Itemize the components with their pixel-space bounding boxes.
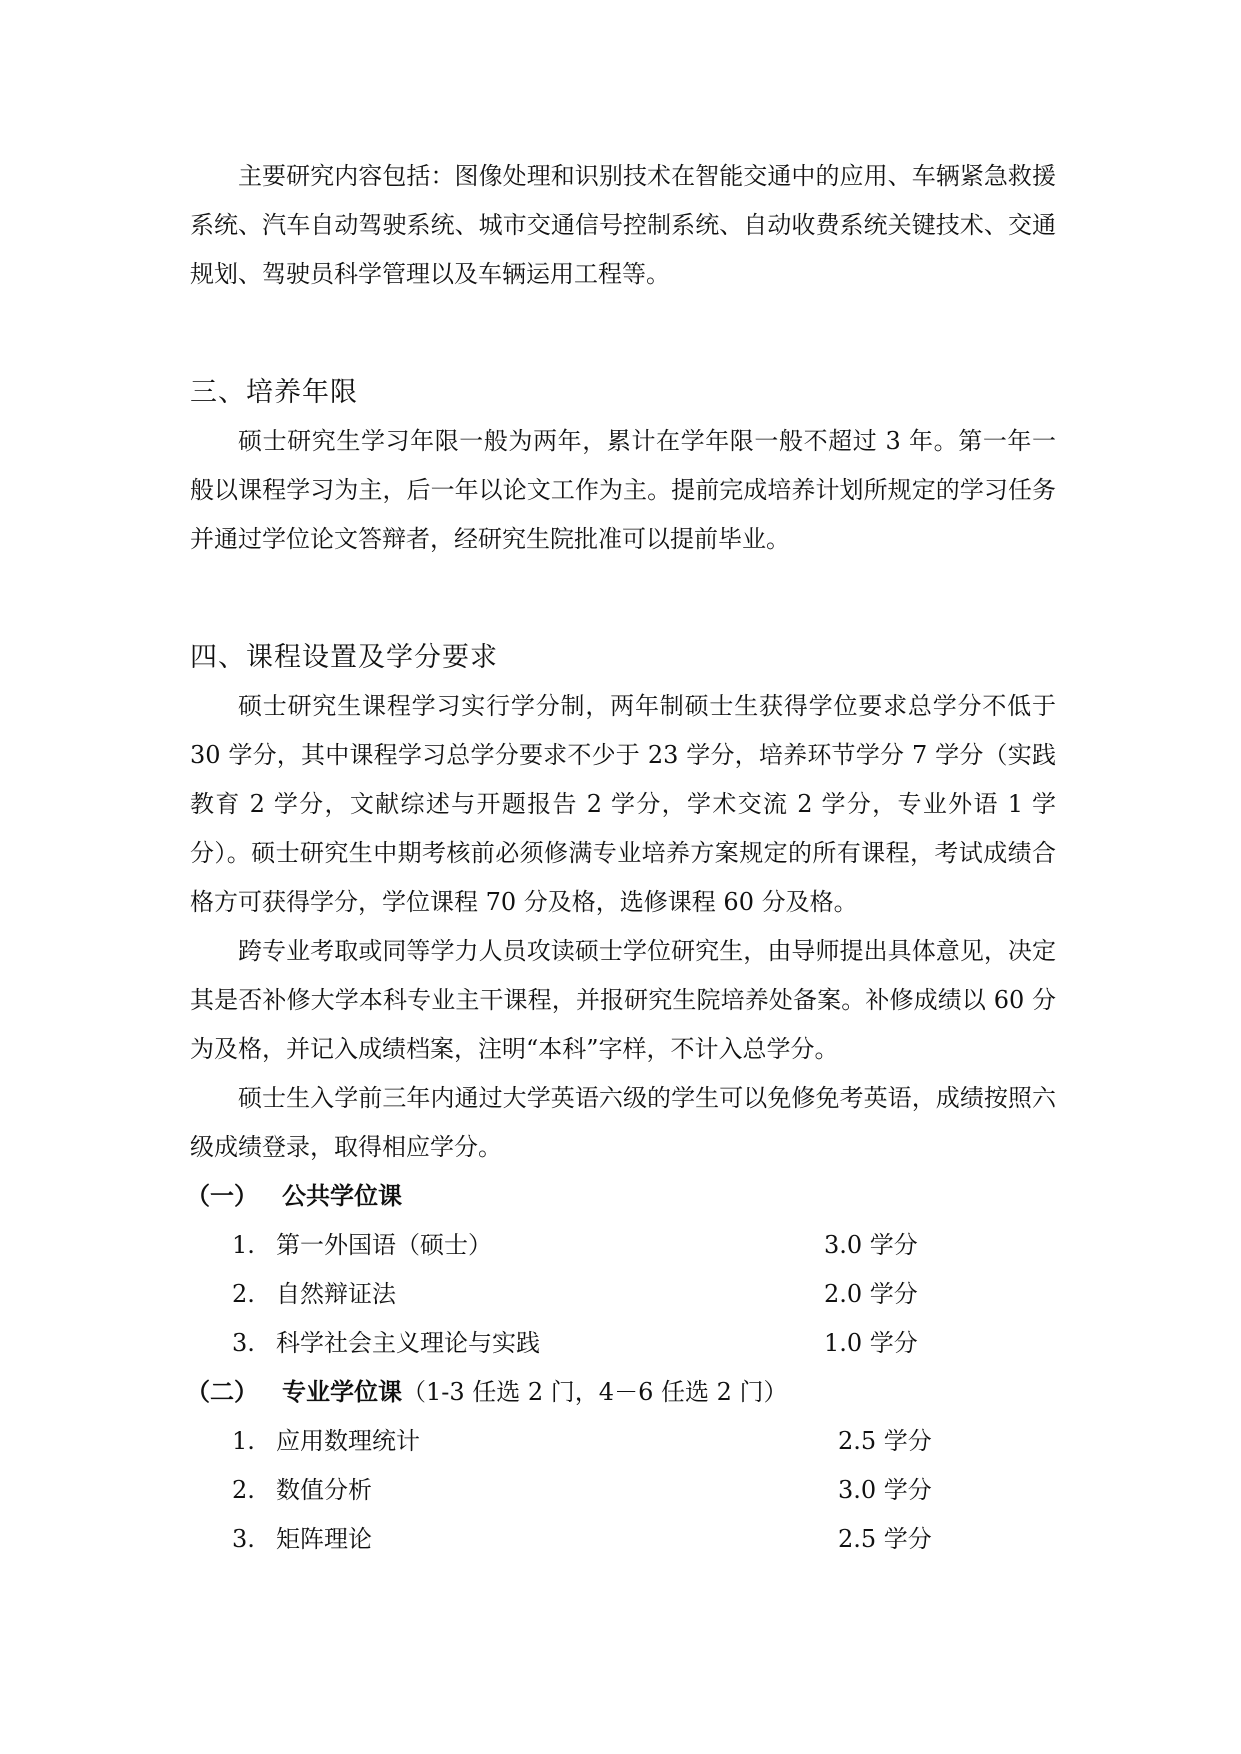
section-4-paragraph-3: 硕士生入学前三年内通过大学英语六级的学生可以免修免考英语，成绩按照六级成绩登录，取得相应学分。 [190,1084,1056,1161]
course-credit: 3.0 学分 [824,1231,918,1259]
course-name: 矩阵理论 [276,1525,372,1553]
list-item [190,1466,1056,1515]
major-courses-note: （1-3 任选 2 门，4－6 任选 2 门） [402,1378,788,1406]
spacer [190,564,1056,633]
list-item [190,1319,1056,1368]
course-index: 1. [232,1231,255,1259]
course-credit: 1.0 学分 [824,1329,918,1357]
major-courses-title: 专业学位课 [282,1378,402,1406]
public-courses-list [190,1221,1056,1368]
major-courses-list [190,1417,1056,1564]
list-item [190,1515,1056,1564]
section-3-paragraph: 硕士研究生学习年限一般为两年，累计在学年限一般不超过 3 年。第一年一般以课程学习为主，后一年以论文工作为主。提前完成培养计划所规定的学习任务并通过学位论文答辩者，经研究生院批准可以提前毕业。 [190,427,1056,553]
course-index: 3. [232,1329,255,1357]
list-item [190,1417,1056,1466]
course-credit: 2.5 学分 [838,1525,932,1553]
document-page [186,152,1056,1564]
section-4-paragraph-2: 跨专业考取或同等学力人员攻读硕士学位研究生，由导师提出具体意见，决定其是否补修大学本科专业主干课程，并报研究生院培养处备案。补修成绩以 60 分为及格，并记入成绩档案，注明“本科”字样，不计入总学分。 [190,937,1056,1063]
major-courses-title-wrap [282,1368,788,1417]
major-courses-heading [186,1368,1056,1417]
section-3-heading: 三、培养年限 [190,377,358,408]
section-4-heading: 四、课程设置及学分要求 [190,642,498,673]
public-courses-number: （一） [186,1182,258,1210]
spacer [190,299,1056,368]
course-index: 3. [232,1525,255,1553]
list-item [190,1221,1056,1270]
course-name: 科学社会主义理论与实践 [276,1329,540,1357]
course-index: 2. [232,1476,255,1504]
intro-paragraph: 主要研究内容包括：图像处理和识别技术在智能交通中的应用、车辆紧急救援系统、汽车自动驾驶系统、城市交通信号控制系统、自动收费系统关键技术、交通规划、驾驶员科学管理以及车辆运用工程等。 [190,162,1056,288]
course-name: 应用数理统计 [276,1427,420,1455]
course-credit: 2.0 学分 [824,1280,918,1308]
course-name: 数值分析 [276,1476,372,1504]
course-index: 2. [232,1280,255,1308]
public-courses-heading [186,1172,1056,1221]
course-credit: 3.0 学分 [838,1476,932,1504]
major-courses-number: （二） [186,1378,258,1406]
course-name: 第一外国语（硕士） [276,1231,492,1259]
section-4-paragraph-1: 硕士研究生课程学习实行学分制，两年制硕士生获得学位要求总学分不低于 30 学分，其中课程学习总学分要求不少于 23 学分，培养环节学分 7 学分（实践教育 2 学分，文献综述与开题报告 2 学分，学术交流 2 学分，专业外语 1 学分）。硕士研究生中期考核前必须修满专业培养方案规定的所有课程，考试成绩合格方可获得学分，学位课程 70 分及格，选修课程 60 分及格。 [190,692,1056,916]
course-credit: 2.5 学分 [838,1427,932,1455]
public-courses-title: 公共学位课 [282,1182,402,1210]
course-name: 自然辩证法 [276,1280,396,1308]
course-index: 1. [232,1427,255,1455]
list-item [190,1270,1056,1319]
